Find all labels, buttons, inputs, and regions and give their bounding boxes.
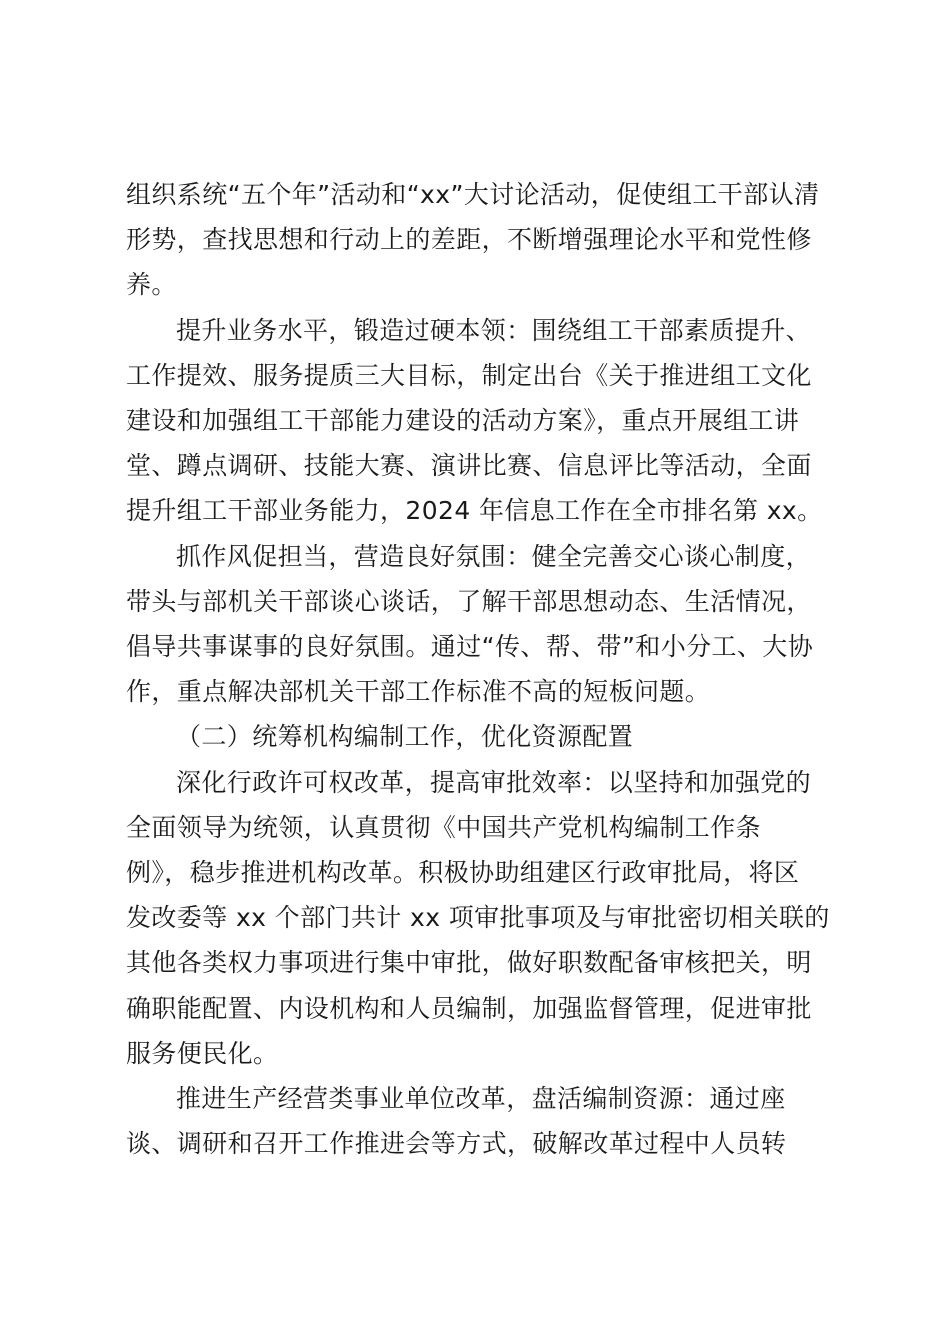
paragraph-3 [126, 534, 828, 715]
text-line: 养。 [126, 270, 177, 300]
text-line: 推进生产经营类事业单位改革，盘活编制资源：通过座 [176, 1084, 786, 1114]
paragraph-2 [126, 308, 828, 534]
text-line: 提升业务水平，锻造过硬本领：围绕组工干部素质提升、 [176, 315, 812, 345]
text-line: 作，重点解决部机关干部工作标准不高的短板问题。 [126, 677, 711, 707]
text-line: 形势，查找思想和行动上的差距，不断增强理论水平和党性修 [126, 225, 812, 255]
paragraph-1 [126, 172, 828, 308]
text-line: 其他各类权力事项进行集中审批，做好职数配备审核把关，明 [126, 948, 812, 978]
text-line: 发改委等 xx 个部门共计 xx 项审批事项及与审批密切相关联的 [126, 903, 830, 933]
section-heading [126, 714, 828, 759]
text-line: 带头与部机关干部谈心谈话，了解干部思想动态、生活情况， [126, 586, 812, 616]
text-line: 谈、调研和召开工作推进会等方式，破解改革过程中人员转 [126, 1129, 787, 1159]
text-line: 全面领导为统领，认真贯彻《中国共产党机构编制工作条 [126, 812, 762, 842]
text-line: 工作提效、服务提质三大目标，制定出台《关于推进组工文化 [126, 360, 812, 390]
text-line: 例》，稳步推进机构改革。积极协助组建区行政审批局，将区 [126, 858, 800, 888]
text-line: 组织系统“五个年”活动和“xx”大讨论活动，促使组工干部认清 [126, 180, 820, 209]
text-line: （二）统筹机构编制工作，优化资源配置 [176, 722, 634, 752]
paragraph-6 [126, 1076, 828, 1166]
document-body [126, 172, 828, 1166]
text-line: 建设和加强组工干部能力建设的活动方案》，重点开展组工讲 [126, 406, 800, 436]
text-line: 确职能配置、内设机构和人员编制，加强监督管理，促进审批 [126, 993, 812, 1023]
text-line: 抓作风促担当，营造良好氛围：健全完善交心谈心制度， [176, 541, 812, 571]
text-line: 服务便民化。 [126, 1038, 279, 1068]
text-line: 倡导共事谋事的良好氛围。通过“传、帮、带”和小分工、大协 [126, 632, 814, 662]
paragraph-5 [126, 760, 828, 1076]
text-line: 深化行政许可权改革，提高审批效率：以坚持和加强党的 [176, 767, 812, 797]
text-line: 堂、蹲点调研、技能大赛、演讲比赛、信息评比等活动，全面 [126, 451, 812, 481]
text-line: 提升组工干部业务能力，2024 年信息工作在全市排名第 xx。 [126, 496, 823, 526]
